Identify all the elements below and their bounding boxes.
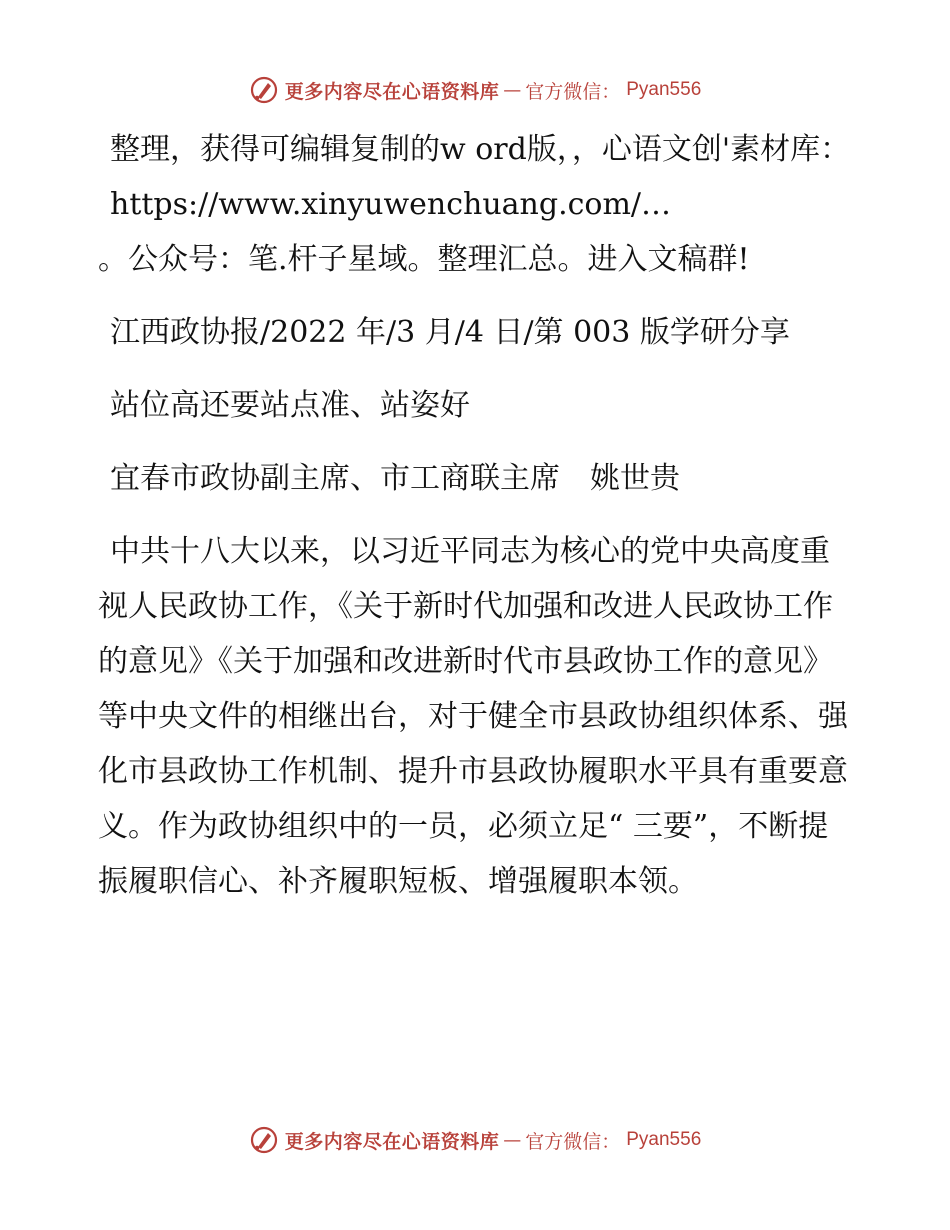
banner-wechat-label: 官方微信： bbox=[525, 1130, 621, 1153]
source-line: 江西政协报/2022 年/3 月/4 日/第 003 版学研分享 bbox=[110, 315, 790, 350]
banner-wechat-id: Pyan556 bbox=[626, 1129, 702, 1150]
pen-nib-logo-icon bbox=[249, 75, 279, 105]
article-author: 宜春市政协副主席、市工商联主席 姚世贵 bbox=[110, 461, 680, 496]
banner-wechat-label: 官方微信： bbox=[525, 80, 621, 103]
header-banner bbox=[0, 70, 950, 110]
banner-wechat-id: Pyan556 bbox=[626, 79, 702, 100]
intro-text-2: 。公众号：笔.杆子星域。整理汇总。进入文稿群! bbox=[98, 242, 750, 277]
intro-text-1: 整理，获得可编辑复制的w ord版，，心语文创'素材库： bbox=[110, 132, 851, 167]
intro-url[interactable]: https://www.xinyuwenchuang.com/… bbox=[110, 187, 672, 222]
banner-dash: — bbox=[503, 1129, 522, 1151]
banner-dash: — bbox=[503, 79, 522, 101]
document-body bbox=[98, 122, 858, 927]
banner-text: 更多内容尽在心语资料库 bbox=[284, 80, 500, 103]
article-body: 中共十八大以来，以习近平同志为核心的党中央高度重视人民政协工作，《关于新时代加强和改进人民政协工作的意见》《关于加强和改进新时代市县政协工作的意见》等中央文件的相继出台，对于健全市县政协组织体系、强化市县政协工作机制、提升市县政协履职水平具有重要意义。作为政协组织中的一员，必须立足“ 三要”，不断提振履职信心、补齐履职短板、增强履职本领。 bbox=[98, 534, 848, 899]
article-title: 站位高还要站点准、站姿好 bbox=[110, 388, 470, 423]
footer-banner bbox=[0, 1120, 950, 1160]
intro-paragraph bbox=[98, 122, 858, 287]
pen-nib-logo-icon bbox=[249, 1125, 279, 1155]
banner-text: 更多内容尽在心语资料库 bbox=[284, 1130, 500, 1153]
